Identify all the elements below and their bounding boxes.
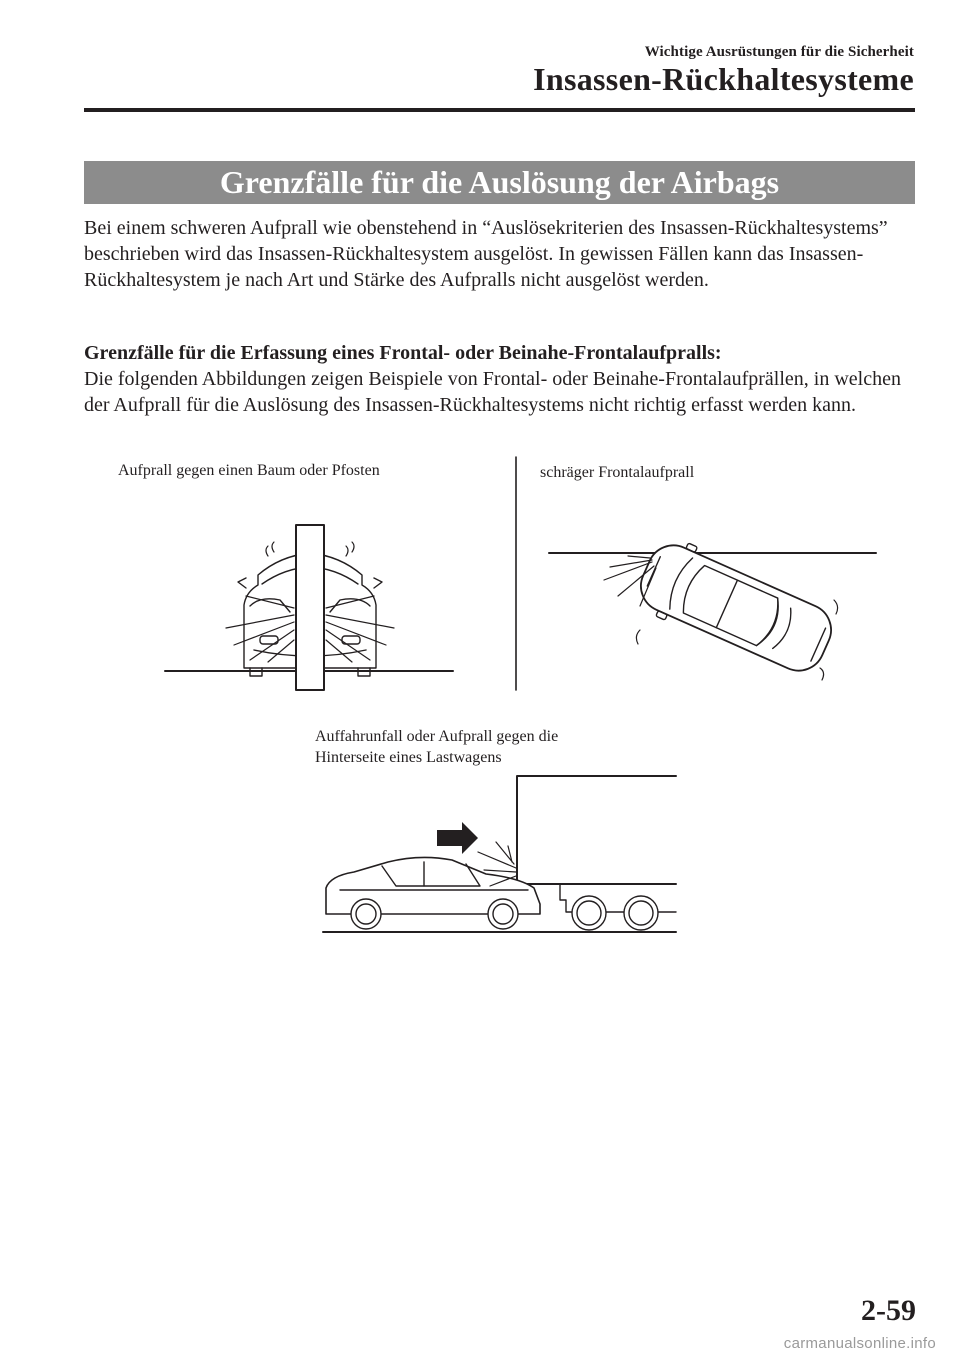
running-header-title: Insassen-Rückhaltesysteme	[533, 61, 914, 97]
watermark: carmanualsonline.info	[783, 1335, 936, 1352]
car-top-view-icon	[630, 532, 842, 685]
truck-collision-illustration	[323, 776, 676, 932]
oblique-collision-illustration	[549, 532, 876, 685]
car-side-view-icon	[326, 857, 540, 929]
truck-icon	[517, 776, 676, 930]
subsection-heading: Grenzfälle für die Erfassung eines Frontal- oder Beinahe-Frontalaufpralls:	[84, 342, 722, 364]
subsection-paragraph: Die folgenden Abbildungen zeigen Beispiele von Frontal- oder Beinahe-Frontalaufprällen, in welchen der Aufprall für die Auslösung des Insassen-Rückhaltesystems nicht richtig erfasst werden kann.	[84, 368, 901, 416]
truck-caption-line-1: Auffahrunfall oder Aufprall gegen die	[315, 728, 559, 745]
page-number: 2-59	[861, 1294, 916, 1327]
oblique-collision-caption: schräger Frontalaufprall	[540, 464, 695, 481]
tree-collision-illustration	[165, 525, 453, 690]
tree-collision-caption: Aufprall gegen einen Baum oder Pfosten	[118, 462, 380, 479]
section-title: Grenzfälle für die Auslösung der Airbags	[84, 161, 915, 204]
running-header-subtitle: Wichtige Ausrüstungen für die Sicherheit	[644, 44, 914, 60]
post-icon	[296, 525, 324, 690]
arrow-right-icon	[437, 822, 478, 854]
truck-caption-line-2: Hinterseite eines Lastwagens	[315, 749, 502, 766]
intro-paragraph: Bei einem schweren Aufprall wie obenstehend in “Auslösekriterien des Insassen-Rückhaltesystems” beschrieben wird das Insassen-Rückhaltesystem ausgelöst. In gewissen Fällen kann das Insassen-Rückhaltesystem je nach Art und Stärke des Aufpralls nicht ausgelöst werden.	[84, 217, 888, 291]
